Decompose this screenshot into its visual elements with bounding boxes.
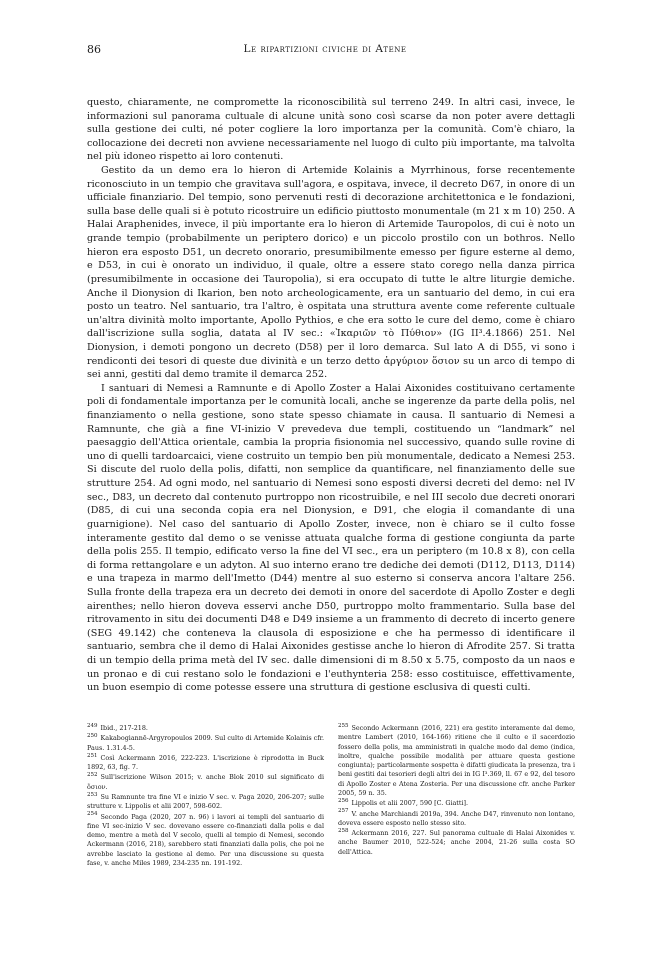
body-text <box>87 96 575 695</box>
footnote: 255 Secondo Ackermann (2016, 221) era gestito interamente dal demo, mentre Lambert (2010, 164-166) ritiene che il culto e il sacerdozio fossero della polis, ma amministrati in qualche modo dal demo (indica, inoltre, qualche possibile modalità per attuare questa gestione congiunta); particolarmente sospetta è difatti giudicata la presenza, tra i beni gestiti dai tesorieri degli altri dei in IG I³.369, ll. 67 e 92, del tesoro di Apollo Zoster e Atena Zosteria. Per una discussione cfr. anche Parker 2005, 59 n. 35. <box>338 722 575 797</box>
footnote: 257 V. anche Marchiandi 2019a, 394. Anche D47, rinvenuto non lontano, doveva essere esposto nello stesso sito. <box>338 808 575 827</box>
paragraph-2: Gestito da un demo era lo hieron di Artemide Kolainis a Myrrhinous, forse recentemente riconosciuto in un tempio che gravitava sull'agora, e ospitava, invece, il decreto D67, in onore di un ufficiale finanziario. Del tempio, sono pervenuti resti di decorazione architettonica e le fondazioni, sulla base delle quali si è potuto ricostruire un edificio piuttosto monumentale (m 21 x m 10) 250. A Halai Araphenides, invece, il più importante era lo hieron di Artemide Tauropolos, di cui è noto un grande tempio (probabilmente un periptero dorico) e un piccolo prostilo con un bothros. Nello hieron era esposto D51, un decreto onorario, presumibilmente emesso per figure esterne al demo, e D53, in cui è onorato un individuo, il quale, oltre a essere stato corego nella danza pirrica (presumibilmente in occasione dei Tauropolia), si era occupato di tutte le altre liturgie demiche. Anche il Dionysion di Ikarion, ben noto archeologicamente, era un santuario del demo, in cui era posto un teatro. Nel santuario, tra l'altro, è ospitata una struttura avente come referente cultuale un'altra divinità molto importante, Apollo Pythios, e che era sotto le cure del demo, come è chiaro dall'iscrizione sulla soglia, datata al IV sec.: «Ἰκαριῶν τὸ Πύθιον» (IG II³.4.1866) 251. Nel Dionysion, i demoti pongono un decreto (D58) per il loro demarca. Sul lato A di D55, vi sono i rendiconti dei tesori di queste due divinità e un terzo detto ἀργύριον ὅσιον su un arco di tempo di sei anni, gestiti dal demo tramite il demarca 252. <box>87 165 575 381</box>
footnote: 249 Ibid., 217-218. <box>87 722 148 732</box>
page-number: 86 <box>87 43 101 56</box>
paragraph-1: questo, chiaramente, ne compromette la riconoscibilità sul terreno 249. In altri casi, invece, le informazioni sul panorama cultuale di alcune unità sono così scarse da non poter avere dettagli sulla gestione dei culti, né poter cogliere la loro importanza per la comunità. Com'è chiaro, la collocazione dei decreti non avviene necessariamente nel luogo di culto più importante, ma talvolta nel più idoneo rispetto ai loro contenuti. <box>87 97 575 163</box>
footnotes <box>87 724 575 869</box>
footnote: 253 Su Ramnunte tra fine VI e inizio V sec. v. Paga 2020, 206-207; sulle strutture v. Lippolis et alii 2007, 598-602. <box>87 791 324 811</box>
footnote: 251 Così Ackermann 2016, 222-223. L'iscrizione è riprodotta in Buck 1892, 63, fig. 7. <box>87 752 324 772</box>
running-head: Le ripartizioni civiche di Atene <box>243 43 407 55</box>
footnote: 254 Secondo Paga (2020, 207 n. 96) i lavori ai templi del santuario di fine VI sec-inizio V sec. dovevano essere co-finanziati dalla polis e dal demo, mentre a metà del V secolo, quelli al tempio di Nemesi, secondo Ackermann (2016, 218), sarebbero stati finanziati dalla polis, che poi ne avrebbe lasciato la gestione al demo. Per una discussione su questa fase, v. anche Miles 1989, 234-235 nn. 191-192. <box>87 811 324 867</box>
paragraph-3: I santuari di Nemesi a Ramnunte e di Apollo Zoster a Halai Aixonides costituivano certamente poli di fondamentale importanza per le comunità locali, anche se ingerenze da parte della polis, nel finanziamento o nella gestione, sono state spesso chiamate in causa. Il santuario di Nemesi a Ramnunte, che già a fine VI-inizio V prevedeva due templi, costituendo un “landmark” nel paesaggio dell'Attica orientale, cambia la propria fisionomia nel successivo, quando sulle rovine di uno di quelli tardoarcaici, viene costruito un tempio ben più monumentale, dedicato a Nemesi 253. Si discute del ruolo della polis, difatti, non semplice da quantificare, nel finanziamento delle sue strutture 254. Ad ogni modo, nel santuario di Nemesi sono esposti diversi decreti del demo: nel IV sec., D83, un decreto dal contenuto purtroppo non ricostruibile, e nel III secolo due decreti onorari (D85, di cui una seconda copia era nel Dionysion, e D91, che elogia il comandante di una guarnigione). Nel caso del santuario di Apollo Zoster, invece, non è chiaro se il culto fosse interamente gestito dal demo o se venisse attuata qualche forma di gestione congiunta da parte della polis 255. Il tempio, edificato verso la fine del VI sec., era un periptero (m 10.8 x 8), con cella di forma rettangolare e un adyton. Al suo interno erano tre dediche dei demoti (D112, D113, D114) e una trapeza in marmo dell'Imetto (D44) mentre al suo esterno si conserva ancora l'altare 256. Sulla fronte della trapeza era un decreto dei demoti in onore del sacerdote di Apollo Zoster e degli airenthes; nello hieron doveva esservi anche D50, purtroppo molto frammentario. Sulla base del ritrovamento in situ dei documenti D48 e D49 insieme a un frammento di decreto di incerto genere (SEG 49.142) che conteneva la clausola di esposizione e che ha permesso di identificare il santuario, sembra che il demo di Halai Aixonides gestisse anche lo hieron di Afrodite 257. Si tratta di un tempio della prima metà del IV sec. dalle dimensioni di m 8.50 x 5.75, composto da un naos e un pronao e di cui restano solo le fondazioni e l'euthynteria 258: esso costituisce, effettivamente, un buon esempio di come potesse essere una struttura di gestione esclusiva di questi culti. <box>87 382 575 694</box>
footnotes-left-column <box>87 724 324 869</box>
footnote: 256 Lippolis et alii 2007, 590 [C. Giatti]. <box>338 798 469 808</box>
footnote: 250 Kakabogiannē-Argyropoulos 2009. Sul culto di Artemide Kolainis cfr. Paus. 1.31.4-5. <box>87 733 324 752</box>
footnote: 252 Sull'iscrizione Wilson 2015; v. anche Blok 2010 sul significato di ὅσιον. <box>87 772 324 791</box>
footnotes-right-column <box>338 724 575 869</box>
footnote: 258 Ackermann 2016, 227. Sul panorama cultuale di Halai Aixonides v. anche Baumer 2010, 522-524; anche 2004, 21-26 sulla costa SO dell'Attica. <box>338 827 575 856</box>
